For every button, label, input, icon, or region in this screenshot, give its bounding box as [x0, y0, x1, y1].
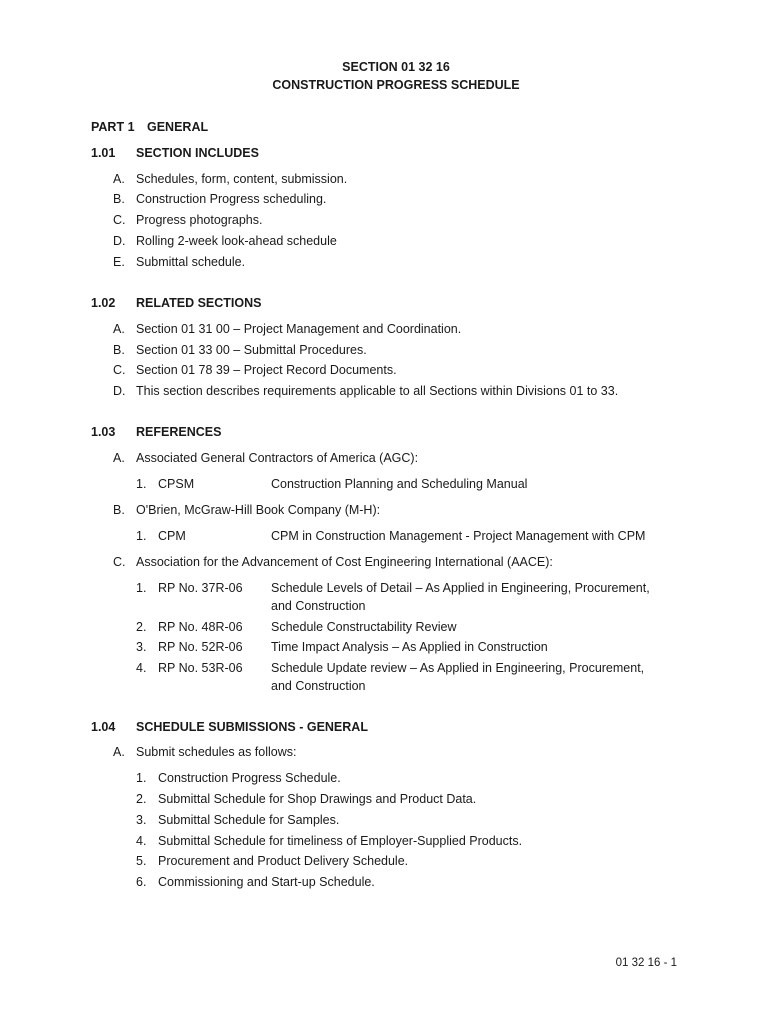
list-letter: C.: [113, 363, 126, 377]
list-letter: D.: [113, 384, 126, 398]
reference-description-continued: and Construction: [271, 599, 366, 613]
list-letter: A.: [113, 172, 125, 186]
reference-code: CPM: [158, 529, 186, 543]
list-letter: A.: [113, 745, 125, 759]
list-item: Submit schedules as follows:: [136, 745, 297, 759]
heading-number: 1.03: [91, 425, 116, 439]
reference-description-continued: and Construction: [271, 679, 366, 693]
list-item: Section 01 33 00 – Submittal Procedures.: [136, 343, 367, 357]
list-letter: D.: [113, 234, 126, 248]
heading-schedule-submissions: SCHEDULE SUBMISSIONS - GENERAL: [136, 720, 368, 734]
list-item: This section describes requirements applicable to all Sections within Divisions 01 to 33.: [136, 384, 619, 398]
heading-references: REFERENCES: [136, 425, 222, 439]
reference-code: CPSM: [158, 477, 195, 491]
list-item: Association for the Advancement of Cost Engineering International (AACE):: [136, 555, 553, 569]
reference-description: Construction Planning and Scheduling Manual: [271, 477, 528, 491]
numbered-item: Submittal Schedule for Samples.: [158, 813, 340, 827]
numbered-item: Procurement and Product Delivery Schedule.: [158, 854, 409, 868]
reference-number: 2.: [136, 620, 147, 634]
reference-code: RP No. 37R-06: [158, 581, 243, 595]
list-item: Submittal schedule.: [136, 255, 246, 269]
reference-code: RP No. 52R-06: [158, 640, 243, 654]
reference-description: Time Impact Analysis – As Applied in Construction: [271, 640, 548, 654]
reference-number: 1.: [136, 529, 147, 543]
list-letter: E.: [113, 255, 125, 269]
reference-code: RP No. 48R-06: [158, 620, 243, 634]
part-number: PART 1: [91, 120, 135, 134]
heading-section-includes: SECTION INCLUDES: [136, 146, 259, 160]
list-letter: A.: [113, 451, 125, 465]
list-item: Rolling 2-week look-ahead schedule: [136, 234, 337, 248]
reference-number: 1.: [136, 581, 147, 595]
heading-number: 1.02: [91, 296, 116, 310]
list-item: Construction Progress scheduling.: [136, 192, 327, 206]
reference-number: 4.: [136, 661, 147, 675]
numbered-item: Construction Progress Schedule.: [158, 771, 341, 785]
heading-related-sections: RELATED SECTIONS: [136, 296, 262, 310]
list-letter: B.: [113, 343, 125, 357]
list-item: Progress photographs.: [136, 213, 263, 227]
reference-description: Schedule Update review – As Applied in Engineering, Procurement,: [271, 661, 645, 675]
reference-description: Schedule Levels of Detail – As Applied in Engineering, Procurement,: [271, 581, 650, 595]
heading-number: 1.04: [91, 720, 116, 734]
numbered-item-number: 5.: [136, 854, 147, 868]
list-item: Section 01 78 39 – Project Record Documents.: [136, 363, 397, 377]
list-letter: B.: [113, 503, 125, 517]
list-item: Section 01 31 00 – Project Management and Coordination.: [136, 322, 462, 336]
list-item: Schedules, form, content, submission.: [136, 172, 348, 186]
reference-code: RP No. 53R-06: [158, 661, 243, 675]
list-item: O'Brien, McGraw-Hill Book Company (M-H):: [136, 503, 381, 517]
numbered-item-number: 3.: [136, 813, 147, 827]
list-letter: A.: [113, 322, 125, 336]
list-letter: C.: [113, 555, 126, 569]
numbered-item-number: 6.: [136, 875, 147, 889]
reference-number: 3.: [136, 640, 147, 654]
numbered-item: Commissioning and Start-up Schedule.: [158, 875, 375, 889]
numbered-item-number: 2.: [136, 792, 147, 806]
list-letter: B.: [113, 192, 125, 206]
numbered-item: Submittal Schedule for timeliness of Employer-Supplied Products.: [158, 834, 523, 848]
numbered-item-number: 4.: [136, 834, 147, 848]
reference-description: CPM in Construction Management - Project Management with CPM: [271, 529, 646, 543]
section-title: CONSTRUCTION PROGRESS SCHEDULE: [272, 78, 520, 92]
heading-number: 1.01: [91, 146, 116, 160]
section-number: SECTION 01 32 16: [342, 60, 450, 74]
reference-number: 1.: [136, 477, 147, 491]
list-letter: C.: [113, 213, 126, 227]
list-item: Associated General Contractors of America (AGC):: [136, 451, 419, 465]
numbered-item: Submittal Schedule for Shop Drawings and Product Data.: [158, 792, 477, 806]
page-number: 01 32 16 - 1: [615, 957, 677, 969]
reference-description: Schedule Constructability Review: [271, 620, 457, 634]
numbered-item-number: 1.: [136, 771, 147, 785]
part-title: GENERAL: [147, 120, 209, 134]
